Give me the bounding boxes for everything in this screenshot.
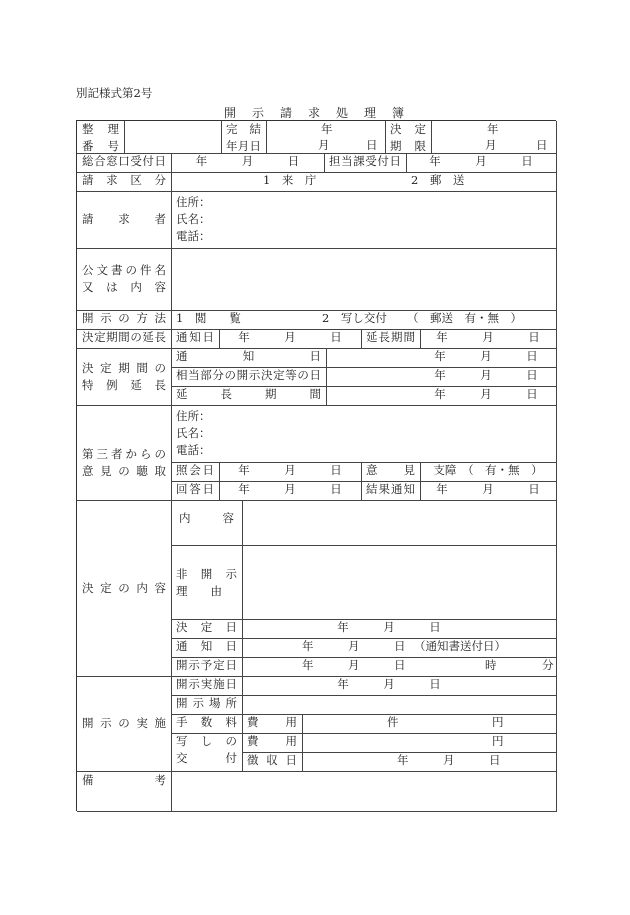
inquiry-date-field[interactable]: 年 月 日 <box>219 462 362 482</box>
requester-field[interactable]: 住所： 氏名： 電話： <box>171 191 557 249</box>
third-party-field[interactable]: 住所： 氏名： 電話： <box>171 405 557 463</box>
special-notice-date-label: 通知日 <box>171 348 327 368</box>
remarks-field[interactable] <box>171 771 557 812</box>
reg-number-label: 整 理 番 号 <box>77 121 125 154</box>
notice-date-field[interactable]: 年 月 日 <box>219 329 362 349</box>
opinion-label: 意見 <box>361 462 421 482</box>
request-type-field <box>171 172 557 192</box>
copy-cost-field[interactable]: 円 <box>302 733 557 753</box>
special-extension-period-field[interactable]: 年 月 日 <box>326 386 557 406</box>
result-notice-label: 結果通知 <box>361 481 421 501</box>
opinion-field[interactable]: 支障 （ 有・無 ） <box>420 462 557 482</box>
general-desk-received-date[interactable]: 年 月 日 <box>171 153 325 173</box>
document-subject-field[interactable] <box>171 248 557 311</box>
form-number: 別記様式第2号 <box>76 86 153 100</box>
copy-cost-label: 費用 <box>242 733 303 753</box>
decision-date-label: 決定日 <box>171 619 243 639</box>
content-label: 内容 <box>171 500 243 546</box>
disclosure-place-field[interactable] <box>242 695 557 715</box>
option-copy[interactable]: 2 写し交付 <box>322 311 387 325</box>
notice-date-label: 通知日 <box>171 329 220 349</box>
implementation-date-field[interactable]: 年 月 日 <box>242 676 557 696</box>
disclosure-method-label: 開示の方法 <box>77 310 172 330</box>
option-visit[interactable]: 1 来 庁 <box>263 173 317 187</box>
fee-cost-label: 費用 <box>242 714 303 734</box>
section-received-date[interactable]: 年 月 日 <box>406 153 557 173</box>
collection-date-label: 徴収日 <box>242 752 303 772</box>
general-desk-received-label: 総合窓口受付日 <box>77 153 172 173</box>
non-disclosure-reason-label: 非 開 示 理 由 <box>171 545 243 620</box>
decision-extension-label: 決定期間の延長 <box>77 329 172 349</box>
notification-date-field[interactable]: 年 月 日 （通知書送付日） <box>242 638 557 658</box>
request-register-table <box>76 120 556 811</box>
section-received-label: 担当課受付日 <box>324 153 407 173</box>
result-notice-field[interactable]: 年 月 日 <box>420 481 557 501</box>
reg-number-field[interactable] <box>124 121 222 154</box>
notification-date-label: 通知日 <box>171 638 243 658</box>
disclosure-method-field <box>171 310 557 330</box>
disclosure-place-label: 開示場所 <box>171 695 243 715</box>
collection-date-field[interactable]: 年 月 日 <box>302 752 557 772</box>
remarks-label: 備考 <box>77 771 172 812</box>
decision-deadline-label: 決 定 期 限 <box>385 121 432 154</box>
completion-date-field[interactable]: 年 月 日 <box>266 121 386 154</box>
special-notice-date-field[interactable]: 年 月 日 <box>326 348 557 368</box>
option-viewing[interactable]: 1 閲 覧 <box>176 311 241 325</box>
extension-period-field[interactable]: 年 月 日 <box>420 329 557 349</box>
reply-date-label: 回答日 <box>171 481 220 501</box>
option-mail[interactable]: 2 郵 送 <box>411 173 465 187</box>
reply-date-field[interactable]: 年 月 日 <box>219 481 362 501</box>
inquiry-date-label: 照会日 <box>171 462 220 482</box>
decision-content-label: 決定の内容 <box>77 500 172 677</box>
request-type-label: 請求区分 <box>77 172 172 192</box>
option-mail-yes-no[interactable]: （ 郵送 有・無 ） <box>407 311 522 325</box>
scheduled-disclosure-date-field[interactable]: 年 月 日 時 分 <box>242 657 557 677</box>
implementation-date-label: 開示実施日 <box>171 676 243 696</box>
decision-deadline-field[interactable]: 年 月 日 <box>431 121 557 154</box>
partial-decision-date-label: 相当部分の開示決定等の日 <box>171 367 327 387</box>
disclosure-implementation-label: 開示の実施 <box>77 676 172 772</box>
special-extension-period-label: 延長期間 <box>171 386 327 406</box>
completion-date-label: 完 結 年月日 <box>221 121 267 154</box>
requester-label: 請求者 <box>77 191 172 249</box>
third-party-opinion-label: 第三者からの 意見の聴取 <box>77 405 172 501</box>
decision-date-field[interactable]: 年 月 日 <box>242 619 557 639</box>
form-title: 開 示 請 求 処 理 簿 <box>223 106 406 120</box>
special-extension-label: 決定期間の 特例延長 <box>77 348 172 406</box>
copy-delivery-label: 写 し の 交 付 <box>171 733 243 772</box>
partial-decision-date-field[interactable]: 年 月 日 <box>326 367 557 387</box>
extension-period-label: 延長期間 <box>361 329 421 349</box>
non-disclosure-reason-field[interactable] <box>242 545 557 620</box>
document-subject-label: 公文書の件名 又は内容 <box>77 248 172 311</box>
fee-label: 手数料 <box>171 714 243 734</box>
content-field[interactable] <box>242 500 557 546</box>
fee-cost-field[interactable]: 件 円 <box>302 714 557 734</box>
scheduled-disclosure-date-label: 開示予定日 <box>171 657 243 677</box>
